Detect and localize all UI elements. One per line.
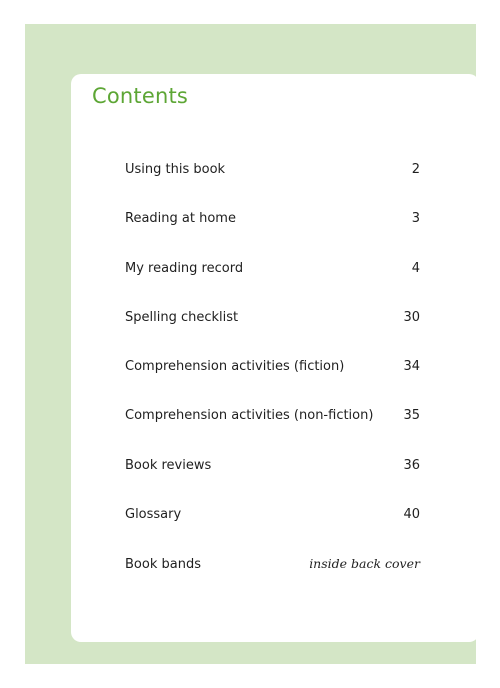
toc-entry-glossary[interactable]: [125, 507, 420, 556]
toc-entry-label: Glossary: [125, 507, 182, 523]
toc-entry-page: 35: [403, 408, 420, 424]
toc-entry-label: Using this book: [125, 162, 226, 177]
toc-entry-page: 2: [411, 162, 420, 177]
toc-entry-label: Spelling checklist: [125, 309, 239, 325]
toc-entry-label: My reading record: [125, 260, 244, 276]
toc-entry-page: 30: [403, 309, 420, 325]
toc-entry-using-this-book[interactable]: [125, 162, 420, 211]
toc-entry-label: Comprehension activities (non-fiction): [125, 408, 374, 424]
table-of-contents: [125, 162, 420, 606]
toc-entry-page: 40: [403, 507, 420, 523]
toc-entry-label: Reading at home: [125, 211, 236, 227]
toc-entry-page: 4: [411, 260, 420, 276]
toc-entry-book-reviews[interactable]: [125, 458, 420, 507]
toc-entry-page: 36: [403, 457, 420, 473]
toc-entry-page: 3: [411, 211, 420, 227]
toc-entry-page: inside back cover: [309, 556, 420, 572]
page-background: [25, 24, 476, 664]
toc-entry-page: 34: [403, 359, 420, 375]
toc-entry-reading-at-home[interactable]: [125, 211, 420, 260]
contents-card: [71, 74, 479, 642]
toc-entry-label: Book bands: [125, 557, 201, 573]
toc-entry-my-reading-record[interactable]: [125, 261, 420, 310]
toc-entry-spelling-checklist[interactable]: [125, 310, 420, 359]
toc-entry-book-bands[interactable]: [125, 556, 420, 605]
toc-entry-label: Book reviews: [125, 457, 212, 473]
toc-entry-label: Comprehension activities (fiction): [125, 359, 345, 375]
toc-entry-comprehension-non-fiction[interactable]: [125, 408, 420, 457]
toc-entry-comprehension-fiction[interactable]: [125, 359, 420, 408]
page-title: Contents: [92, 84, 189, 108]
